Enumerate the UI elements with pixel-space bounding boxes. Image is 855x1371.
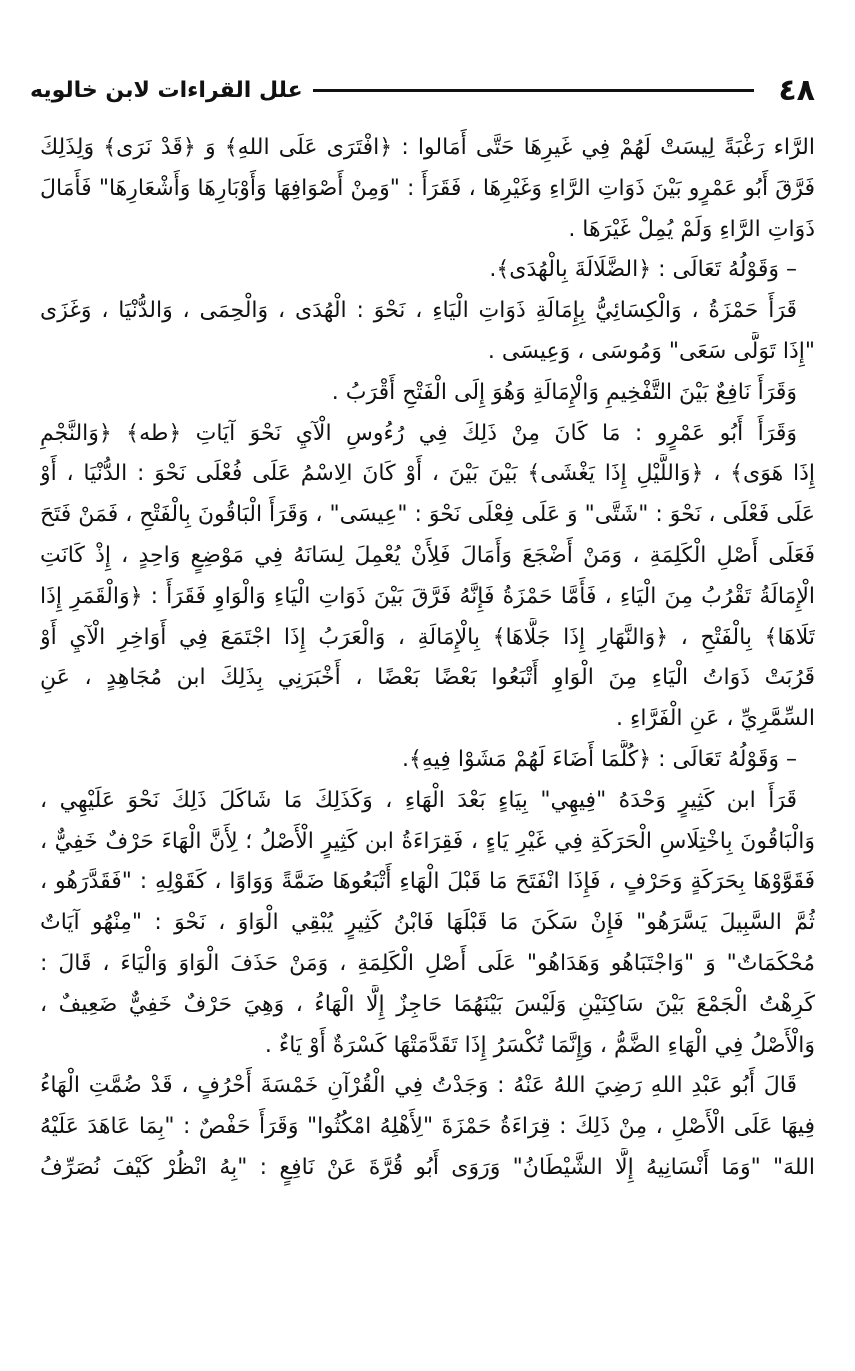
page-number: ٤٨	[778, 72, 815, 108]
text-line: فَعَلَى أَصْلِ الْكَلِمَةِ ، وَمَنْ أَضْجَعَ وَأَمَالَ فَلِأَنْ يُعْمِلَ لِسَانَهُ فِي مَوْضِعٍ وَاحِدٍ ، إِذْ كَانَتِ	[40, 542, 815, 568]
text-line: ذَوَاتِ الرَّاءِ وَلَمْ يُمِلْ غَيْرَهَا .	[568, 216, 815, 242]
text-line: السِّمَّرِيِّ ، عَنِ الْفَرَّاءِ .	[616, 706, 815, 732]
text-line: الرَّاء رَغْبَةً لِيسَتْ لَهُمْ فِي غَيرِهَا حَتَّى أَمَالوا : ﴿افْتَرَى عَلَى اللهِ﴾ وَ ﴿قَدْ نَرَى﴾ وَلِذَلِكَ	[40, 135, 815, 160]
text-line: فَقَوَّوْهَا بِحَرَكَةٍ وَحَرْفٍ ، فَإِذَا انْفَتَحَ مَا قَبْلَ الْهَاءِ أَتْبَعُوهَا ضَمَّةً وَوَاوًا ، كَقَوْلِهِ : "فَقَدَّرَهُو ،	[40, 869, 815, 895]
text-line: تَلَاهَا﴾ بِالْفَتْحِ ، ﴿وَالنَّهَارِ إِذَا جَلَّاهَا﴾ بِالْإِمَالَةِ ، وَالْعَرَبُ إِذَا اجْتَمَعَ فِي أَوَاخِرِ الْآيِ أَوْ	[40, 624, 815, 650]
text-line: "إِذَا تَوَلَّى سَعَى" وَمُوسَى ، وَعِيسَى .	[487, 338, 815, 364]
text-line: قَرَأَ ابن كَثِيرٍ وَحْدَهُ "فِيهِي" بِيَاءٍ بَعْدَ الْهَاءِ ، وَكَذَلِكَ مَا شَاكَلَ ذَلِكَ نَحْوَ عَلَيْهِي ،	[40, 787, 797, 813]
text-line: وَالْبَاقُونَ بِاخْتِلَاسِ الْحَرَكَةِ فِي غَيْرِ يَاءٍ ، فَقِرَاءَةُ ابن كَثِيرٍ الْأَصْلُ ؛ لِأَنَّ الْهَاءَ حَرْفٌ خَفِيٌّ ،	[40, 828, 815, 854]
text-line: وَقَرَأَ نَافِعٌ بَيْنَ التَّفْخِيمِ وَالْإِمَالَةِ وَهُوَ إِلَى الْفَتْحِ أَقْرَبُ .	[331, 379, 797, 405]
text-line: – وَقَوْلُهُ تَعَالَى : ﴿الضَّلَالَةَ بِالْهُدَى﴾.	[489, 257, 797, 283]
text-line: اللهَ" "وَمَا أَنْسَانِيهُ إِلَّا الشَّيْطَانُ" وَرَوَى أَبُو قُرَّةَ عَنْ نَافِعٍ : "بِهُ انْظُرْ كَيْفَ نُصَرِّفُ	[40, 1154, 815, 1180]
body-text	[40, 128, 815, 1189]
header-rule	[313, 89, 755, 92]
text-line: ثُمَّ السَّبِيلَ يَسَّرَهُو" فَإِنْ سَكَنَ مَا قَبْلَهَا فَابْنُ كَثِيرٍ يُبْقِي الْوَاوَ ، نَحْوَ : "مِنْهُو آيَاتٌ	[40, 910, 815, 936]
text-line: إِذَا هَوَى﴾ ، ﴿وَاللَّيْلِ إِذَا يَغْشَى﴾ بَيْنَ بَيْنَ ، أَوْ كَانَ الِاسْمُ عَلَى فُعْلَى نَحْوَ : الدُّنْيَا ، أَوْ	[40, 461, 815, 487]
text-line: كَرِهْتُ الْجَمْعَ بَيْنَ سَاكِنَيْنِ وَلَيْسَ بَيْنَهُمَا حَاجِزٌ إِلَّا الْهَاءُ ، وَهِيَ حَرْفٌ خَفِيٌّ ضَعِيفٌ ،	[40, 991, 815, 1017]
text-line: عَلَى فَعْلَى ، نَحْوَ : "شَتَّى" وَ عَلَى فِعْلَى نَحْوَ : "عِيسَى" ، وَقَرَأَ الْبَاقُونَ بِالْفَتْحِ ، فَمَنْ فَتَحَ	[40, 502, 815, 528]
text-line: – وَقَوْلُهُ تَعَالَى : ﴿كُلَّمَا أَضَاءَ لَهُمْ مَشَوْا فِيهِ﴾.	[402, 746, 797, 772]
text-line: مُحْكَمَاتٌ" وَ "وَاجْتَبَاهُو وَهَدَاهُو" عَلَى أَصْلِ الْكَلِمَةِ ، وَمَنْ حَذَفَ الْوَاوَ وَالْيَاءَ ، قَالَ :	[40, 950, 815, 976]
text-line: الْإِمَالَةُ تَقْرُبُ مِنَ الْيَاءِ ، فَأَمَّا حَمْزَةُ فَإِنَّهُ فَرَّقَ بَيْنَ ذَوَاتِ الْيَاءِ وَالْوَاوِ فَقَرَأَ : ﴿وَالْقَمَرِ إِذَا	[40, 583, 815, 609]
text-line: وَقَرَأَ أَبُو عَمْرٍو : مَا كَانَ مِنْ ذَلِكَ فِي رُءُوسِ الْآيِ نَحْوَ آيَاتِ ﴿طه﴾ ﴿وَالنَّجْمِ	[40, 420, 797, 446]
text-line: قَالَ أَبُو عَبْدِ اللهِ رَضِيَ اللهُ عَنْهُ : وَجَدْتُ فِي الْقُرْآنِ خَمْسَةَ أَحْرُفٍ ، قَدْ ضُمَّتِ الْهَاءُ	[40, 1073, 797, 1099]
text-line: فِيهَا عَلَى الْأَصْلِ ، مِنْ ذَلِكَ : قِرَاءَةُ حَمْزَةَ "لِأَهْلِهُ امْكُثُوا" وَقَرَأَ حَفْصٌ : "بِمَا عَاهَدَ عَلَيْهُ	[40, 1114, 815, 1140]
text-line: قَرُبَتْ ذَوَاتُ الْيَاءِ مِنَ الْوَاوِ أَتْبَعُوا بَعْضًا بَعْضًا ، أَخْبَرَنِي بِذَلِكَ ابن مُجَاهِدٍ ، عَنِ	[40, 665, 815, 691]
page-header	[30, 70, 815, 110]
running-title: علل القراءات لابن خالويه	[30, 77, 303, 103]
text-line: فَرَّقَ أَبُو عَمْرٍو بَيْنَ ذَوَاتِ الرَّاءِ وَغَيْرِهَا ، فَقَرَأَ : "وَمِنْ أَصْوَافِهَا وَأَوْبَارِهَا وَأَشْعَارِهَا" فَأَمَالَ	[40, 175, 815, 201]
text-line: قَرَأَ حَمْزَةُ ، وَالْكِسَائِيُّ بِإِمَالَةِ ذَوَاتِ الْيَاءِ ، نَحْوَ : الْهُدَى ، وَالْحِمَى ، وَالدُّنْيَا ، وَغَزَى	[40, 298, 797, 324]
text-line: وَالْأَصْلُ فِي الْهَاءِ الضَّمُّ ، وَإِنَّمَا تُكْسَرُ إِذَا تَقَدَّمَتْهَا كَسْرَةٌ أَوْ يَاءٌ .	[264, 1032, 815, 1058]
